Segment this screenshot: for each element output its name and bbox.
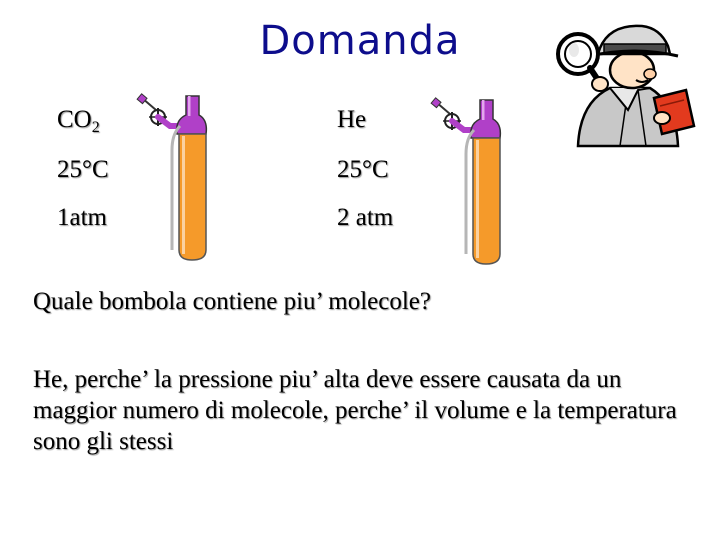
- gas-cylinder-icon: [136, 90, 216, 266]
- cylinder-2-gas-formula: He: [337, 106, 367, 133]
- answer-text: He, perche’ la pressione piu’ alta deve essere causata da un maggior numero di molecole, perche’ il volume e la temperatura sono gli stessi: [33, 366, 677, 455]
- cylinder-2-gas-label: [337, 106, 366, 137]
- cylinder-2-pressure: 2 atm: [337, 204, 394, 231]
- cylinder-1-gas-label: [57, 106, 100, 137]
- question-text: Quale bombola contiene piu’ molecole?: [33, 288, 431, 315]
- gas-cylinder-icon: [430, 94, 510, 270]
- detective-with-magnifying-glass-icon: [550, 14, 700, 154]
- cylinder-1-gas-subscript: 2: [91, 119, 100, 136]
- cylinder-2-temperature: 25°C: [337, 156, 389, 183]
- cylinder-1-gas-formula: CO: [57, 106, 92, 133]
- slide-title: Domanda: [259, 18, 461, 64]
- cylinder-1-temperature: 25°C: [57, 156, 109, 183]
- cylinder-1-pressure: 1atm: [57, 204, 107, 231]
